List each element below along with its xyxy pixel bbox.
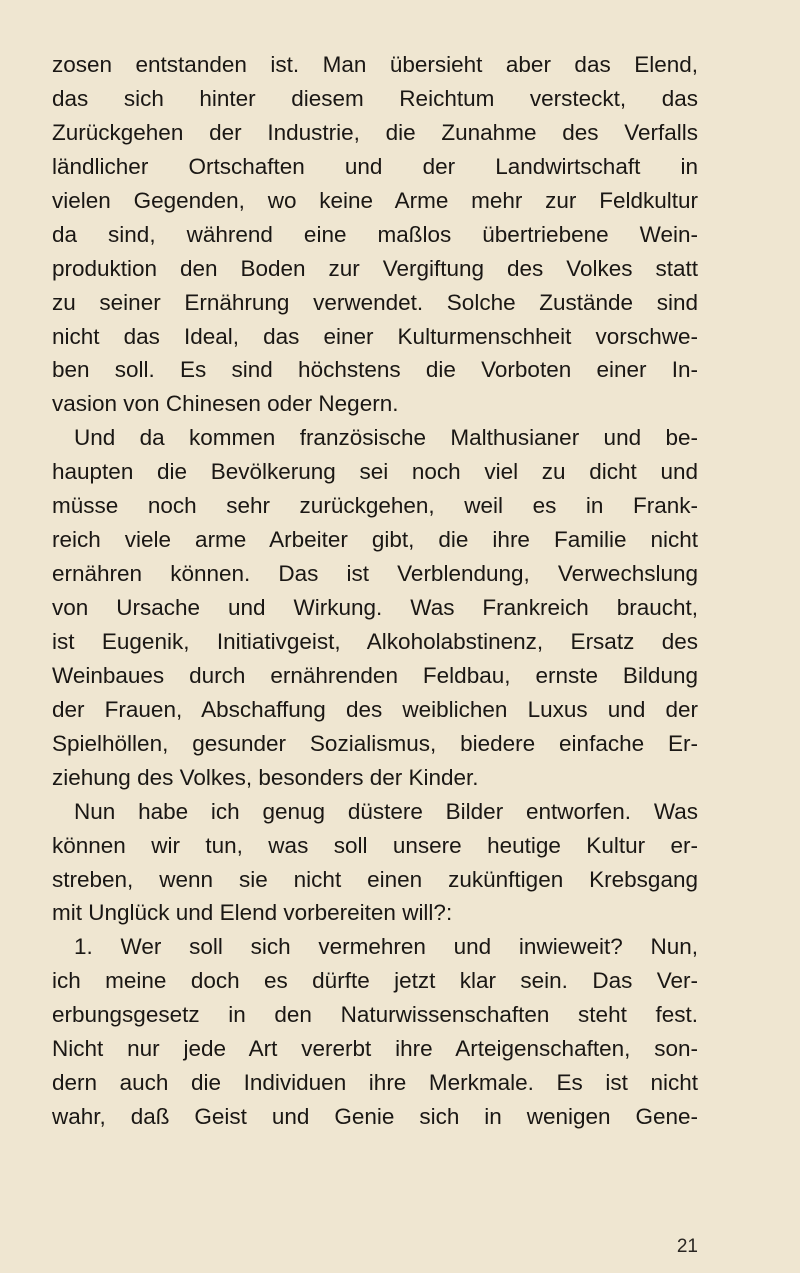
text-line: Nicht nur jede Art vererbt ihre Arteigenschaften, son-: [52, 1036, 698, 1062]
text-line: müsse noch sehr zurückgehen, weil es in Frank-: [52, 493, 698, 519]
text-line: Weinbaues durch ernährenden Feldbau, ernste Bildung: [52, 662, 698, 688]
text-line: wahr, daß Geist und Genie sich in wenigen Gene-: [52, 1104, 698, 1130]
text-line: ziehung des Volkes, besonders der Kinder.: [52, 764, 479, 790]
text-line: reich viele arme Arbeiter gibt, die ihre Familie nicht: [52, 527, 698, 553]
text-line: zu seiner Ernährung verwendet. Solche Zustände sind: [52, 289, 698, 315]
text-line: vasion von Chinesen oder Negern.: [52, 391, 399, 417]
text-line: ernähren können. Das ist Verblendung, Verwechslung: [52, 561, 698, 587]
text-line: ländlicher Ortschaften und der Landwirtschaft in: [52, 153, 698, 179]
text-line: zosen entstanden ist. Man übersieht aber das Elend,: [52, 52, 698, 77]
text-line: haupten die Bevölkerung sei noch viel zu dicht und: [52, 459, 698, 485]
text-line: mit Unglück und Elend vorbereiten will?:: [52, 900, 453, 926]
text-line: dern auch die Individuen ihre Merkmale. Es ist nicht: [52, 1070, 698, 1096]
text-line: das sich hinter diesem Reichtum versteckt, das: [52, 85, 698, 111]
text-line: 1. Wer soll sich vermehren und inwieweit? Nun,: [74, 934, 698, 960]
text-line: Und da kommen französische Malthusianer und be-: [74, 425, 698, 451]
text-line: erbungsgesetz in den Naturwissenschaften steht fest.: [52, 1002, 698, 1028]
text-line: ben soll. Es sind höchstens die Vorboten einer In-: [52, 357, 698, 383]
text-line: Zurückgehen der Industrie, die Zunahme des Verfalls: [52, 119, 698, 145]
text-line: ich meine doch es dürfte jetzt klar sein. Das Ver-: [52, 968, 698, 994]
text-line: nicht das Ideal, das einer Kulturmenschheit vorschwe-: [52, 323, 698, 349]
text-line: Spielhöllen, gesunder Sozialismus, biedere einfache Er-: [52, 730, 698, 756]
text-line: vielen Gegenden, wo keine Arme mehr zur Feldkultur: [52, 187, 698, 213]
text-line: der Frauen, Abschaffung des weiblichen Luxus und der: [52, 696, 698, 722]
page-number: 21: [676, 1236, 698, 1257]
text-line: da sind, während eine maßlos übertriebene Wein-: [52, 221, 698, 247]
text-line: streben, wenn sie nicht einen zukünftigen Krebsgang: [52, 866, 698, 892]
text-line: ist Eugenik, Initiativgeist, Alkoholabstinenz, Ersatz des: [52, 628, 698, 654]
body-text: [52, 48, 698, 1134]
text-line: können wir tun, was soll unsere heutige Kultur er-: [52, 832, 698, 858]
text-line: Nun habe ich genug düstere Bilder entworfen. Was: [74, 798, 698, 824]
text-line: produktion den Boden zur Vergiftung des Volkes statt: [52, 255, 698, 281]
text-line: von Ursache und Wirkung. Was Frankreich braucht,: [52, 595, 698, 620]
